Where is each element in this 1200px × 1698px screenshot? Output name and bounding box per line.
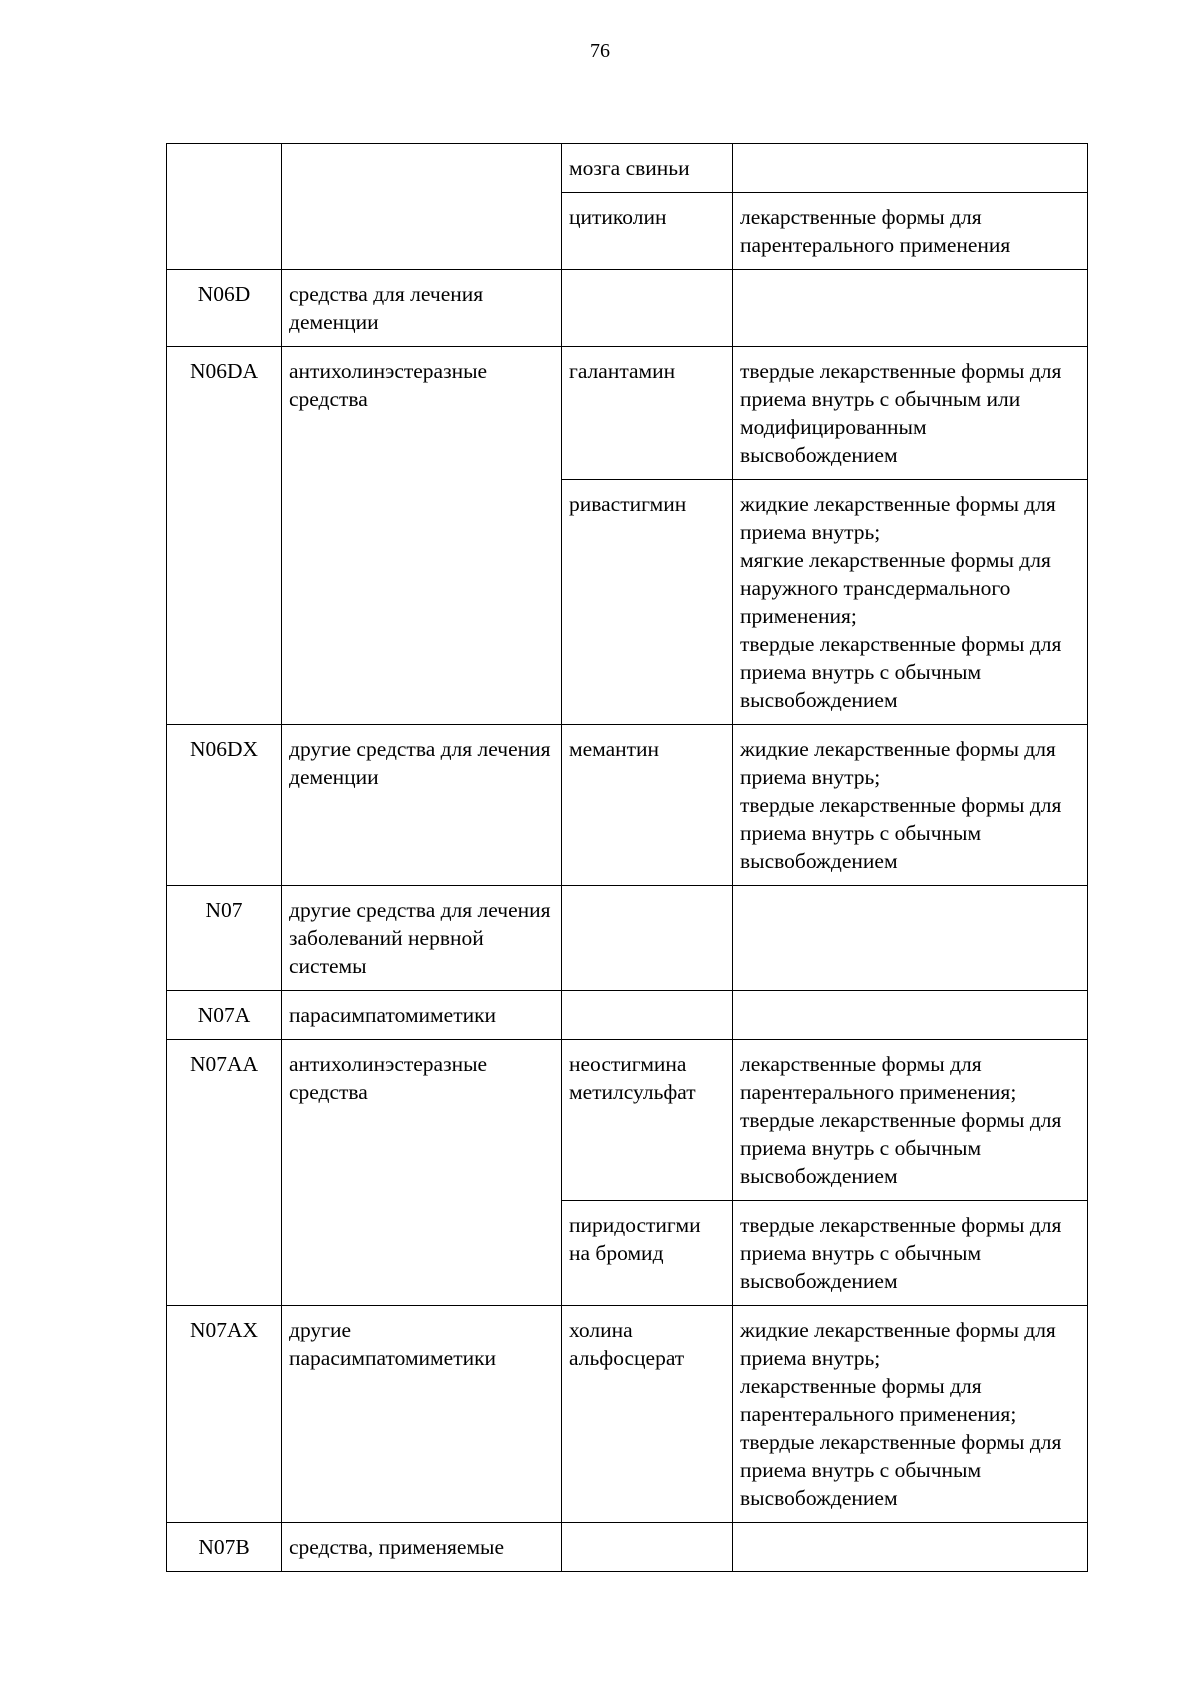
drug-cell: цитиколин [562, 193, 733, 270]
group-cell: антихолинэстеразные средства [282, 347, 562, 725]
drug-cell [562, 886, 733, 991]
group-cell: другие парасимпатомиметики [282, 1306, 562, 1523]
forms-cell [733, 991, 1088, 1040]
atc-code-cell [167, 144, 282, 270]
atc-code-cell: N06DA [167, 347, 282, 725]
atc-code-cell: N07AX [167, 1306, 282, 1523]
table-row [167, 144, 1088, 193]
group-cell: средства для лечения деменции [282, 270, 562, 347]
table-row [167, 1306, 1088, 1523]
drug-cell: мозга свиньи [562, 144, 733, 193]
atc-code-cell: N07B [167, 1523, 282, 1572]
group-cell: другие средства для лечения деменции [282, 725, 562, 886]
drug-cell: неостигмина метилсульфат [562, 1040, 733, 1201]
table-row [167, 270, 1088, 347]
drug-table [166, 143, 1088, 1572]
drug-cell: мемантин [562, 725, 733, 886]
group-cell: антихолинэстеразные средства [282, 1040, 562, 1306]
table-row [167, 886, 1088, 991]
drug-cell [562, 991, 733, 1040]
atc-code-cell: N07A [167, 991, 282, 1040]
forms-cell: жидкие лекарственные формы для приема внутрь; твердые лекарственные формы для приема внутрь с обычным высвобождением [733, 725, 1088, 886]
table-row [167, 1040, 1088, 1201]
forms-cell [733, 270, 1088, 347]
drug-cell: пиридостигми на бромид [562, 1201, 733, 1306]
atc-code-cell: N06DX [167, 725, 282, 886]
atc-code-cell: N07AA [167, 1040, 282, 1306]
forms-cell: лекарственные формы для парентерального применения; твердые лекарственные формы для приема внутрь с обычным высвобождением [733, 1040, 1088, 1201]
forms-cell: жидкие лекарственные формы для приема внутрь; лекарственные формы для парентерального применения; твердые лекарственные формы для приема внутрь с обычным высвобождением [733, 1306, 1088, 1523]
page-number: 76 [590, 40, 610, 62]
drug-cell: галантамин [562, 347, 733, 480]
atc-code-cell: N06D [167, 270, 282, 347]
drug-cell: холина альфосцерат [562, 1306, 733, 1523]
atc-code-cell: N07 [167, 886, 282, 991]
forms-cell: твердые лекарственные формы для приема внутрь с обычным или модифицированным высвобождением [733, 347, 1088, 480]
table-row [167, 991, 1088, 1040]
table-row [167, 725, 1088, 886]
forms-cell: твердые лекарственные формы для приема внутрь с обычным высвобождением [733, 1201, 1088, 1306]
forms-cell: лекарственные формы для парентерального применения [733, 193, 1088, 270]
drug-cell: ривастигмин [562, 480, 733, 725]
forms-cell [733, 1523, 1088, 1572]
group-cell: другие средства для лечения заболеваний нервной системы [282, 886, 562, 991]
forms-cell: жидкие лекарственные формы для приема внутрь; мягкие лекарственные формы для наружного трансдермального применения; твердые лекарственные формы для приема внутрь с обычным высвобождением [733, 480, 1088, 725]
group-cell: средства, применяемые [282, 1523, 562, 1572]
group-cell [282, 144, 562, 270]
forms-cell [733, 144, 1088, 193]
drug-cell [562, 270, 733, 347]
table-row [167, 1523, 1088, 1572]
table-row [167, 347, 1088, 480]
forms-cell [733, 886, 1088, 991]
group-cell: парасимпатомиметики [282, 991, 562, 1040]
drug-cell [562, 1523, 733, 1572]
